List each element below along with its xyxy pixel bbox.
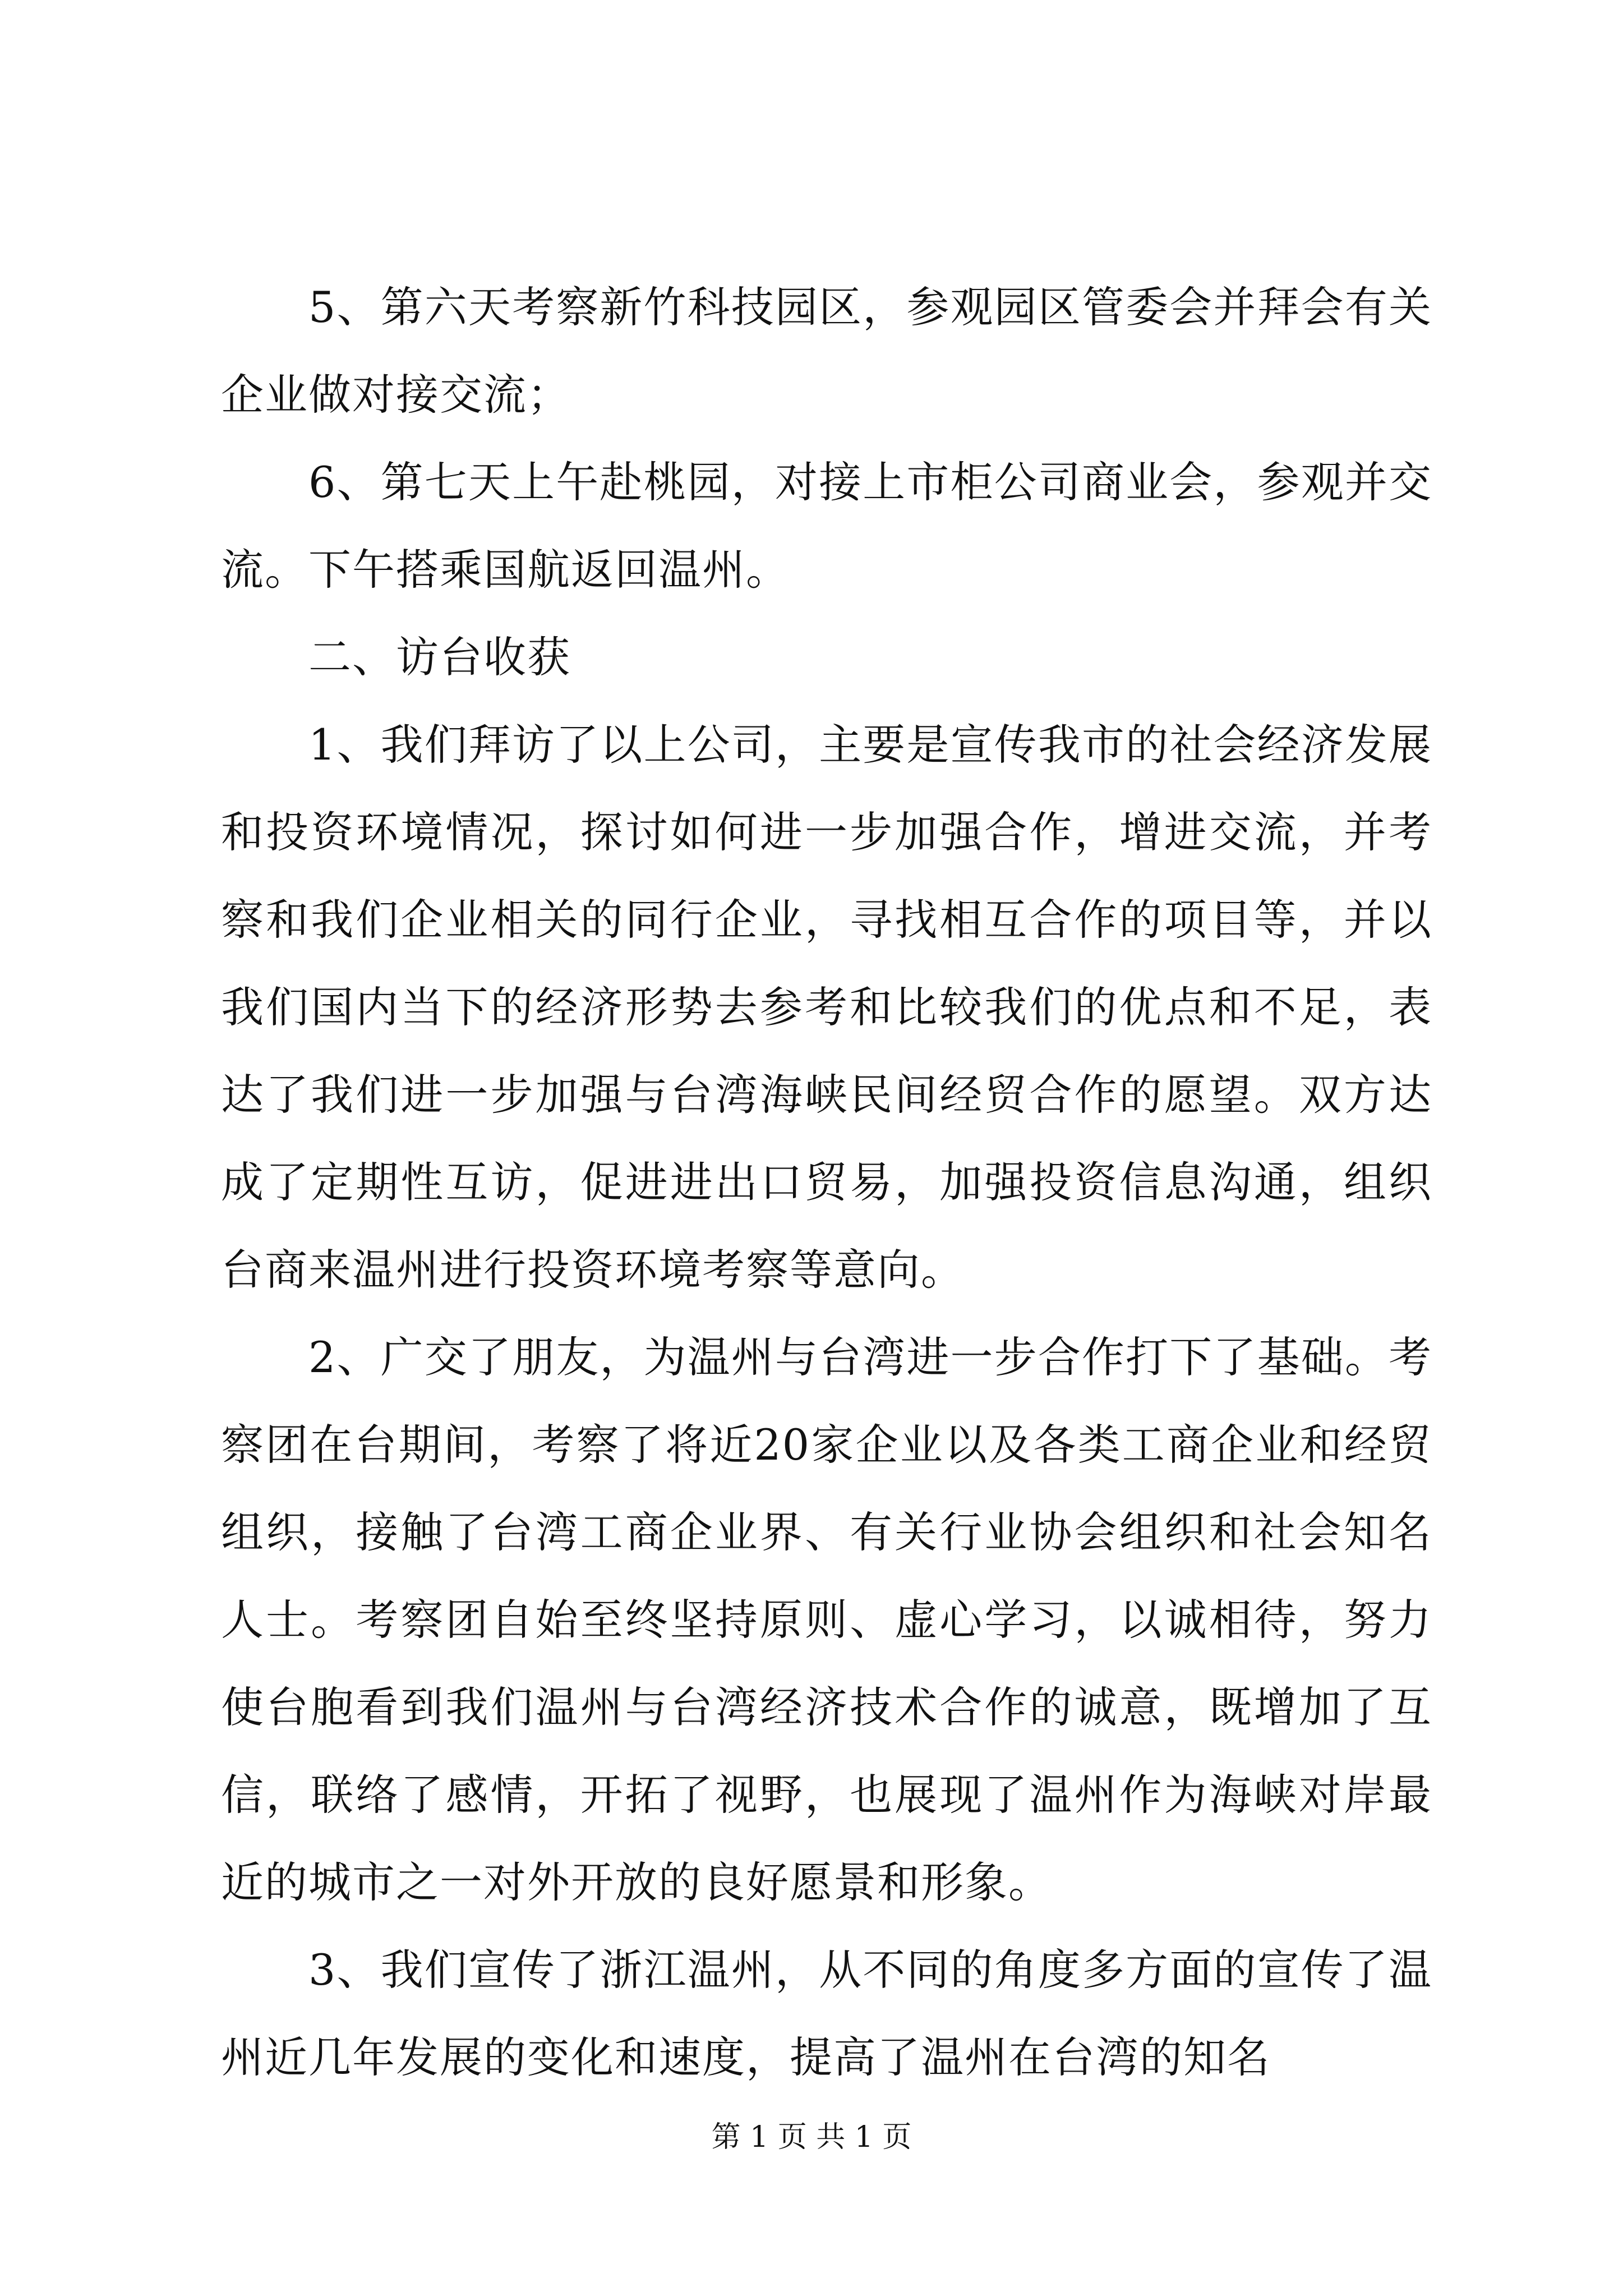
page-number-footer: 第 1 页 共 1 页 xyxy=(711,2120,912,2154)
paragraph-result-3: 3、我们宣传了浙江温州，从不同的角度多方面的宣传了温州近几年发展的变化和速度，提高了温州在台湾的知名 xyxy=(221,1945,1432,2082)
document-body xyxy=(221,264,1432,2101)
paragraph-result-1: 1、我们拜访了以上公司，主要是宣传我市的社会经济发展和投资环境情况，探讨如何进一步加强合作，增进交流，并考察和我们企业相关的同行企业，寻找相互合作的项目等，并以我们国内当下的经济形势去参考和比较我们的优点和不足，表达了我们进一步加强与台湾海峡民间经贸合作的愿望。双方达成了定期性互访，促进进出口贸易，加强投资信息沟通，组织台商来温州进行投资环境考察等意向。 xyxy=(221,720,1432,1295)
paragraph-item-6: 6、第七天上午赴桃园，对接上市柜公司商业会，参观并交流。下午搭乘国航返回温州。 xyxy=(221,457,1432,595)
paragraph-result-2: 2、广交了朋友，为温州与台湾进一步合作打下了基础。考察团在台期间，考察了将近20家企业以及各类工商企业和经贸组织，接触了台湾工商企业界、有关行业协会组织和社会知名人士。考察团自始至终坚持原则、虚心学习，以诚相待，努力使台胞看到我们温州与台湾经济技术合作的诚意，既增加了互信，联络了感情，开拓了视野，也展现了温州作为海峡对岸最近的城市之一对外开放的良好愿景和形象。 xyxy=(221,1332,1432,1907)
paragraph-item-5: 5、第六天考察新竹科技园区，参观园区管委会并拜会有关企业做对接交流； xyxy=(221,282,1432,420)
section-heading-visit-results: 二、访台收获 xyxy=(308,632,571,682)
